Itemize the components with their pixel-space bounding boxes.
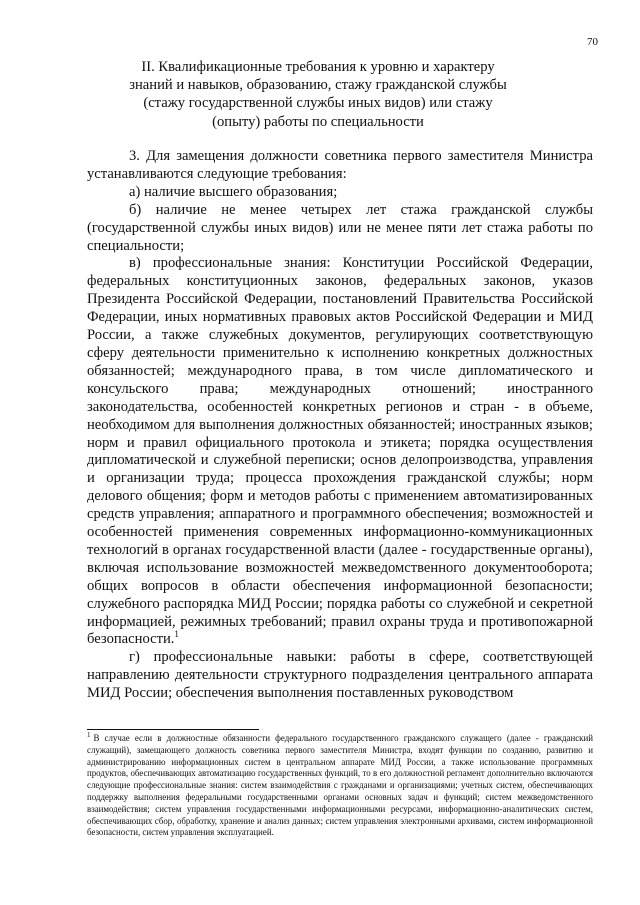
paragraph-item-a: а) наличие высшего образования; xyxy=(129,183,338,200)
paragraph-item-v-text: в) профессиональные знания: Конституции Российской Федерации, федеральных конституционных законов, федеральных законов, указов Президента Российской Федерации, постановлений Правительства Российской Федерации, иных нормативных правовых актов Российской Федерации и МИД России, а также служебных документов, регулирующих соответствующую сферу деятельности применительно к исполнению конкретных должностных обязанностей; международного права, в том числе дипломатического и консульского права; международных отношений; иностранного законодательства, особенностей конкретных регионов и стран - в объеме, необходимом для выполнения должностных обязанностей; иностранных языков; норм и правил официального протокола и этикета; порядка осуществления дипломатической и служебной переписки; основ делопроизводства, управления и организации труда; процесса прохождения гражданской службы; норм делового общения; форм и методов работы с применением автоматизированных средств управления; аппаратного и программного обеспечения; возможностей и особенностей применения современных информационно-коммуникационных технологий в органах государственной власти (далее - государственные органы), включая использование возможностей межведомственного документооборота; общих вопросов в области обеспечения информационной безопасности; служебного распорядка МИД России; порядка работы со служебной и секретной информацией, режимных требований; правил охраны труда и противопожарной безопасности. xyxy=(87,255,593,648)
footnote-paragraph xyxy=(87,733,593,839)
heading-line: знаний и навыков, образованию, стажу гражданской службы xyxy=(129,77,507,94)
section-heading xyxy=(96,58,540,131)
heading-line: (стажу государственной службы иных видов) или стажу xyxy=(143,95,493,112)
paragraph-item-b: б) наличие не менее четырех лет стажа гражданской службы (государственной службы иных видов) или не менее пяти лет стажа работы по специальности; xyxy=(87,201,593,254)
footnote-text: В случае если в должностные обязанности федерального государственного гражданского служащего (далее - гражданский служащий), замещающего должность советника первого заместителя Министра, входят функции по созданию, развитию и администрированию информационных систем в центральном аппарате МИД России, а также использование программных продуктов, обеспечивающих автоматизацию государственных функций, то в его должностной регламент дополнительно включаются следующие профессиональные знания: систем взаимодействия с гражданами и организациями; учетных систем, обеспечивающих поддержку выполнения федеральными государственными органами основных задач и функций; систем межведомственного взаимодействия; систем управления государственными информационными ресурсами, информационно-аналитических систем, обеспечивающих сбор, обработку, хранение и анализ данных; систем управления электронными архивами, систем информационной безопасности, систем управления эксплуатацией. xyxy=(87,733,593,838)
page-number: 70 xyxy=(587,36,598,48)
heading-line: II. Квалификационные требования к уровню и характеру xyxy=(141,59,495,75)
paragraph-item-3: 3. Для замещения должности советника первого заместителя Министра устанавливаются следующие требования: xyxy=(87,148,593,182)
paragraph-item-g: г) профессиональные навыки: работы в сфере, соответствующей направлению деятельности структурного подразделения центрального аппарата МИД России; обеспечения выполнения поставленных руководством xyxy=(87,649,593,702)
footnote-reference[interactable]: 1 xyxy=(174,629,179,640)
footnote-mark: 1 xyxy=(87,731,91,740)
body-text xyxy=(87,148,593,703)
footnote xyxy=(87,733,593,839)
heading-line: (опыту) работы по специальности xyxy=(212,113,424,130)
paragraph-item-v xyxy=(87,255,593,649)
footnote-divider xyxy=(87,729,259,730)
